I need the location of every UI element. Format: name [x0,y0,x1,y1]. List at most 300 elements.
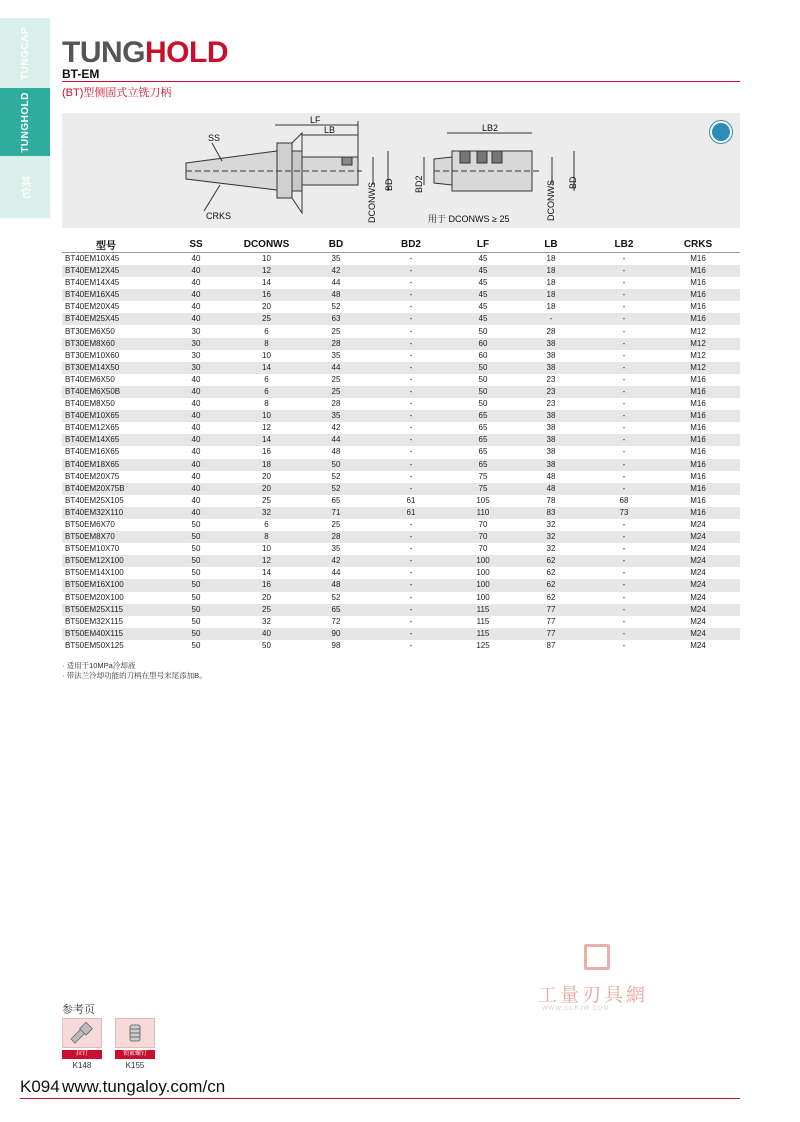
header-bd2: BD2 [366,237,456,253]
cell-bd2: - [409,399,413,409]
reference-page: K148 [72,1061,92,1070]
header-lb2: LB2 [592,237,656,253]
cell-lb: 32 [546,544,556,554]
reference-label: 拉钉 [62,1050,102,1059]
cell-bd: 52 [306,483,366,495]
cell-ss: 50 [191,616,201,626]
footnote-item: · 带法兰冷却功能的刀柄在型号末尾添加B。 [62,671,207,680]
footer-divider [20,1098,740,1099]
cell-ss: 50 [191,568,201,578]
cell-bd: 42 [331,423,341,433]
cell-lb: 38 [510,459,592,471]
cell-lb: 18 [546,278,556,288]
cell-lb2: - [592,459,656,471]
cell-lb2: - [622,616,626,626]
cell-dconws: 8 [227,338,306,350]
cell-lf: 115 [456,604,510,616]
reference-card-lock-screw[interactable] [115,1018,155,1070]
cell-lb: 32 [510,531,592,543]
footnote-item: · 适用于10MPa冷却液 [62,661,136,670]
cell-crks: M16 [690,254,706,263]
cell-bd: 44 [306,434,366,446]
side-tab-label: TUNGHOLD [19,91,31,153]
cell-lb: 38 [510,410,592,422]
cell-dconws: 20 [262,592,271,602]
cell-bd: 42 [306,555,366,567]
cell-dconws: 16 [227,579,306,591]
cell-dconws: 10 [262,254,271,263]
cell-ss: 40 [191,423,201,433]
cell-dconws: 18 [227,459,306,471]
cell-model: BT40EM12X45 [62,265,165,277]
cell-model: BT50EM16X100 [62,579,165,591]
cell-lf: 60 [478,350,488,360]
cell-bd2: - [366,362,456,374]
table-row [62,640,740,652]
cell-lb2: - [592,265,656,277]
cell-bd2: - [409,568,413,578]
cell-lb2: - [592,483,656,495]
cell-lb: 48 [510,483,592,495]
cell-model: BT50EM20X100 [65,592,124,602]
header-lf: LF [456,237,510,253]
cell-crks: M16 [690,302,706,312]
cell-lf: 50 [478,374,488,384]
cell-crks: M16 [690,447,706,457]
cell-lb2: - [622,447,626,457]
cell-lb: - [510,313,592,325]
cell-bd: 44 [331,278,341,288]
holder-drawing [62,113,740,228]
cell-model: BT50EM50X125 [65,640,124,650]
page-number: K094 [20,1077,60,1096]
cell-crks: M24 [656,604,740,616]
cell-bd: 35 [306,410,366,422]
cell-lf: 115 [476,616,490,626]
cell-lf: 65 [456,410,510,422]
cell-model: BT30EM14X50 [62,362,165,374]
cell-bd2: - [366,579,456,591]
cell-dconws: 25 [227,313,306,325]
cell-ss: 30 [165,338,227,350]
table-row [62,301,740,313]
reference-card-pull-stud[interactable] [62,1018,102,1070]
cell-lf: 50 [456,362,510,374]
cell-bd: 52 [331,471,341,481]
cell-ss: 50 [165,555,227,567]
cell-dconws: 14 [262,278,271,288]
table-row [62,398,740,410]
cell-dconws: 14 [227,434,306,446]
cell-lf: 110 [456,507,510,519]
cell-lb2: - [592,362,656,374]
cell-lb: 38 [510,338,592,350]
table-row [62,446,740,458]
cell-ss: 40 [191,374,201,384]
cell-lb2: - [622,399,626,409]
header-dconws: DCONWS [227,237,306,253]
cell-dconws: 16 [227,289,306,301]
cell-lb: 28 [546,326,556,336]
cell-lf: 100 [456,555,510,567]
cell-bd: 25 [331,326,341,336]
cell-crks: M16 [656,507,740,519]
footer-url-link[interactable]: www.tungaloy.com/cn [62,1077,226,1096]
cell-model: BT30EM10X60 [65,350,120,360]
cell-bd: 63 [306,313,366,325]
cell-crks: M16 [690,374,706,384]
cell-lb2: - [622,254,626,263]
cell-bd2: - [409,302,413,312]
cell-lb2: - [622,374,626,384]
cell-bd: 98 [331,640,341,650]
cell-lb: 83 [510,507,592,519]
cell-bd: 28 [306,531,366,543]
cell-model: BT40EM8X50 [65,399,115,409]
cell-model: BT40EM20X75 [65,471,120,481]
cell-model: BT30EM6X50 [65,326,115,336]
table-row [62,531,740,543]
cell-ss: 40 [191,471,201,481]
cell-bd2: - [366,531,456,543]
side-tab-other[interactable] [0,156,50,218]
cell-ss: 50 [191,640,201,650]
cell-ss: 40 [165,386,227,398]
cell-crks: M16 [656,313,740,325]
cell-lb: 62 [546,568,556,578]
cell-crks: M24 [656,531,740,543]
table-row [62,592,740,604]
cell-ss: 50 [191,592,201,602]
cell-lb2: - [622,640,626,650]
cell-ss: 40 [191,447,201,457]
spec-table [62,237,740,652]
cell-lb2: - [622,544,626,554]
cell-lf: 45 [456,313,510,325]
cell-lb: 18 [510,289,592,301]
dim-dconws-label: DCONWS [367,182,377,223]
cell-lb: 38 [546,447,556,457]
cell-lb2: - [592,555,656,567]
header-crks: CRKS [656,237,740,253]
dim-lb-label: LB [324,125,336,135]
cell-lb: 62 [546,592,556,602]
cell-bd2: - [409,326,413,336]
header-lb: LB [510,237,592,253]
cell-model: BT30EM8X60 [62,338,165,350]
cell-ss: 50 [191,544,201,554]
cell-bd: 52 [331,592,341,602]
cell-ss: 40 [165,459,227,471]
cell-lb2: - [592,579,656,591]
cell-crks: M24 [690,640,706,650]
cell-bd: 52 [331,302,341,312]
cell-lf: 100 [456,579,510,591]
page-subtitle: (BT)型侧固式立铣刀柄 [62,87,172,99]
cell-lb: 62 [510,555,592,567]
cell-crks: M24 [690,544,706,554]
cell-bd2: - [409,640,413,650]
cell-bd2: - [409,447,413,457]
cell-bd: 35 [331,254,341,263]
cell-bd: 65 [306,604,366,616]
cell-lb: 38 [510,362,592,374]
side-tab-tunghold[interactable] [0,88,50,156]
cell-bd2: - [366,555,456,567]
cell-bd2: - [409,471,413,481]
cell-ss: 50 [191,520,201,530]
cell-ss: 40 [165,410,227,422]
cell-dconws: 12 [227,265,306,277]
cell-bd2: 61 [366,507,456,519]
table-row [62,555,740,567]
cell-lb: 38 [510,434,592,446]
cell-ss: 40 [165,507,227,519]
cell-dconws: 6 [264,520,269,530]
cell-lf: 65 [456,459,510,471]
cell-bd: 72 [331,616,341,626]
cell-lb: 87 [546,640,556,650]
cell-model: BT50EM6X70 [65,520,115,530]
cell-bd2: - [366,604,456,616]
cell-crks: M12 [690,350,706,360]
cell-crks: M16 [690,495,706,505]
cell-bd2: - [366,434,456,446]
reference-page: K155 [125,1061,145,1070]
cell-crks: M16 [690,423,706,433]
brand-logo [62,38,228,68]
cell-lb2: - [622,520,626,530]
table-row [62,471,740,483]
table-row [62,374,740,386]
dim-bd2-label: BD2 [414,175,424,193]
cell-bd2: - [409,278,413,288]
page-title: BT-EM [62,67,100,81]
table-row [62,350,740,362]
cell-lb2: - [592,289,656,301]
cell-lb2: 68 [619,495,629,505]
cell-crks: M24 [690,616,706,626]
dim-bd-label-2: BD [568,176,578,189]
cell-crks: M16 [690,278,706,288]
reference-title: 参考页 [62,1004,95,1016]
cell-dconws: 10 [262,544,271,554]
cell-lf: 70 [478,520,488,530]
cell-bd2: - [366,459,456,471]
cell-lf: 45 [478,254,488,263]
cell-lb: 32 [546,520,556,530]
cell-dconws: 10 [262,350,271,360]
cell-crks: M16 [656,410,740,422]
table-row [62,410,740,422]
cell-lf: 100 [476,568,490,578]
cell-lf: 50 [478,326,488,336]
cell-bd2: - [366,386,456,398]
table-row [62,507,740,519]
cell-model: BT40EM20X45 [65,302,120,312]
cell-model: BT50EM14X100 [65,568,124,578]
cell-dconws: 14 [227,362,306,374]
cell-ss: 50 [165,579,227,591]
cell-lf: 45 [456,289,510,301]
cell-dconws: 12 [262,423,271,433]
cell-bd: 48 [306,579,366,591]
cell-bd2: - [409,616,413,626]
cell-lb: 78 [546,495,556,505]
cell-model: BT50EM40X115 [62,628,165,640]
cell-bd: 48 [331,447,341,457]
cell-model: BT40EM25X45 [62,313,165,325]
cell-lf: 75 [456,483,510,495]
cell-bd2: - [366,289,456,301]
cell-dconws: 32 [227,507,306,519]
cell-dconws: 20 [227,483,306,495]
side-tab-tungcap[interactable] [0,18,50,88]
technical-diagram [62,113,740,228]
cell-lf: 105 [476,495,490,505]
table-row [62,277,740,289]
cell-lb2: - [622,471,626,481]
table-row [62,362,740,374]
cell-lb: 18 [510,265,592,277]
cell-crks: M16 [656,289,740,301]
cell-model: BT40EM25X105 [65,495,124,505]
table-row [62,338,740,350]
cell-ss: 40 [165,265,227,277]
table-row [62,616,740,628]
cell-bd2: - [409,374,413,384]
lock-screw-icon [115,1018,155,1048]
table-row [62,495,740,507]
cell-ss: 30 [191,350,201,360]
dim-lb2-label: LB2 [482,123,499,133]
cell-bd2: - [409,520,413,530]
cell-lf: 50 [478,399,488,409]
cell-model: BT40EM10X65 [62,410,165,422]
cell-ss: 30 [191,326,201,336]
cell-model: BT50EM25X115 [62,604,165,616]
cell-lb2: - [622,350,626,360]
cell-crks: M16 [690,399,706,409]
cell-dconws: 25 [227,604,306,616]
cell-dconws: 12 [227,555,306,567]
table-row [62,422,740,434]
cell-dconws: 10 [227,410,306,422]
table-row [62,289,740,301]
cell-ss: 40 [191,302,201,312]
table-row [62,313,740,325]
dim-ss-label: SS [208,133,221,143]
table-row [62,579,740,591]
cell-lf: 75 [478,471,488,481]
cell-ss: 40 [165,313,227,325]
brand-part-1: TUNG [62,36,145,69]
cell-lb2: - [592,386,656,398]
cell-bd2: 61 [406,495,416,505]
header-bd: BD [306,237,366,253]
table-row [62,459,740,471]
cell-lb: 38 [546,423,556,433]
reference-label: 锁紧螺钉 [115,1050,155,1059]
cell-ss: 50 [165,604,227,616]
cell-ss: 40 [165,483,227,495]
cell-dconws: 20 [262,302,271,312]
cell-bd: 25 [331,374,341,384]
cell-lb2: - [622,278,626,288]
cell-lf: 70 [456,531,510,543]
cell-lb2: - [592,410,656,422]
cell-bd: 44 [306,362,366,374]
cell-ss: 40 [191,399,201,409]
watermark-text: 工量刃具網 [538,984,649,1006]
footnotes [62,661,207,681]
cell-lb: 62 [510,579,592,591]
table-row [62,628,740,640]
cell-bd2: - [409,254,413,263]
cell-bd: 35 [331,544,341,554]
cell-crks: M16 [656,265,740,277]
brand-part-2: HOLD [145,36,228,69]
cell-crks: M12 [656,362,740,374]
cell-lb2: - [592,338,656,350]
cell-model: BT50EM12X100 [62,555,165,567]
pull-stud-icon [62,1018,102,1048]
cell-lf: 45 [478,278,488,288]
cell-lf: 65 [478,423,488,433]
cell-lb: 23 [546,374,556,384]
cell-lf: 65 [478,447,488,457]
cell-model: BT50EM32X115 [65,616,124,626]
cell-bd: 48 [306,289,366,301]
cell-ss: 50 [165,628,227,640]
header-divider [62,81,740,82]
cell-lf: 115 [456,628,510,640]
cell-ss: 40 [165,289,227,301]
cell-crks: M16 [656,459,740,471]
dim-lf-label: LF [310,115,321,125]
cell-crks: M16 [656,483,740,495]
cell-dconws: 25 [262,495,271,505]
table-row [62,604,740,616]
cell-bd: 65 [331,495,341,505]
cell-lb2: - [592,604,656,616]
table-row [62,265,740,277]
cell-bd2: - [366,265,456,277]
cell-model: BT40EM12X65 [65,423,120,433]
cell-lb: 77 [510,628,592,640]
cell-crks: M12 [690,326,706,336]
cell-lb2: - [622,423,626,433]
side-tab-label: TUNGCAP [19,26,31,80]
cell-lb2: - [622,302,626,312]
cell-lf: 45 [478,302,488,312]
cell-dconws: 50 [262,640,271,650]
table-row [62,386,740,398]
cell-model: BT40EM16X65 [65,447,120,457]
cell-ss: 40 [191,495,201,505]
table-body [62,253,740,653]
cell-bd: 71 [306,507,366,519]
cell-model: BT50EM8X70 [62,531,165,543]
cell-crks: M24 [690,568,706,578]
cell-lb2: - [592,434,656,446]
cell-model: BT40EM6X50 [65,374,115,384]
table-row [62,434,740,446]
cell-lf: 125 [476,640,490,650]
table-row [62,543,740,555]
cell-lb2: - [592,628,656,640]
cell-crks: M24 [656,628,740,640]
